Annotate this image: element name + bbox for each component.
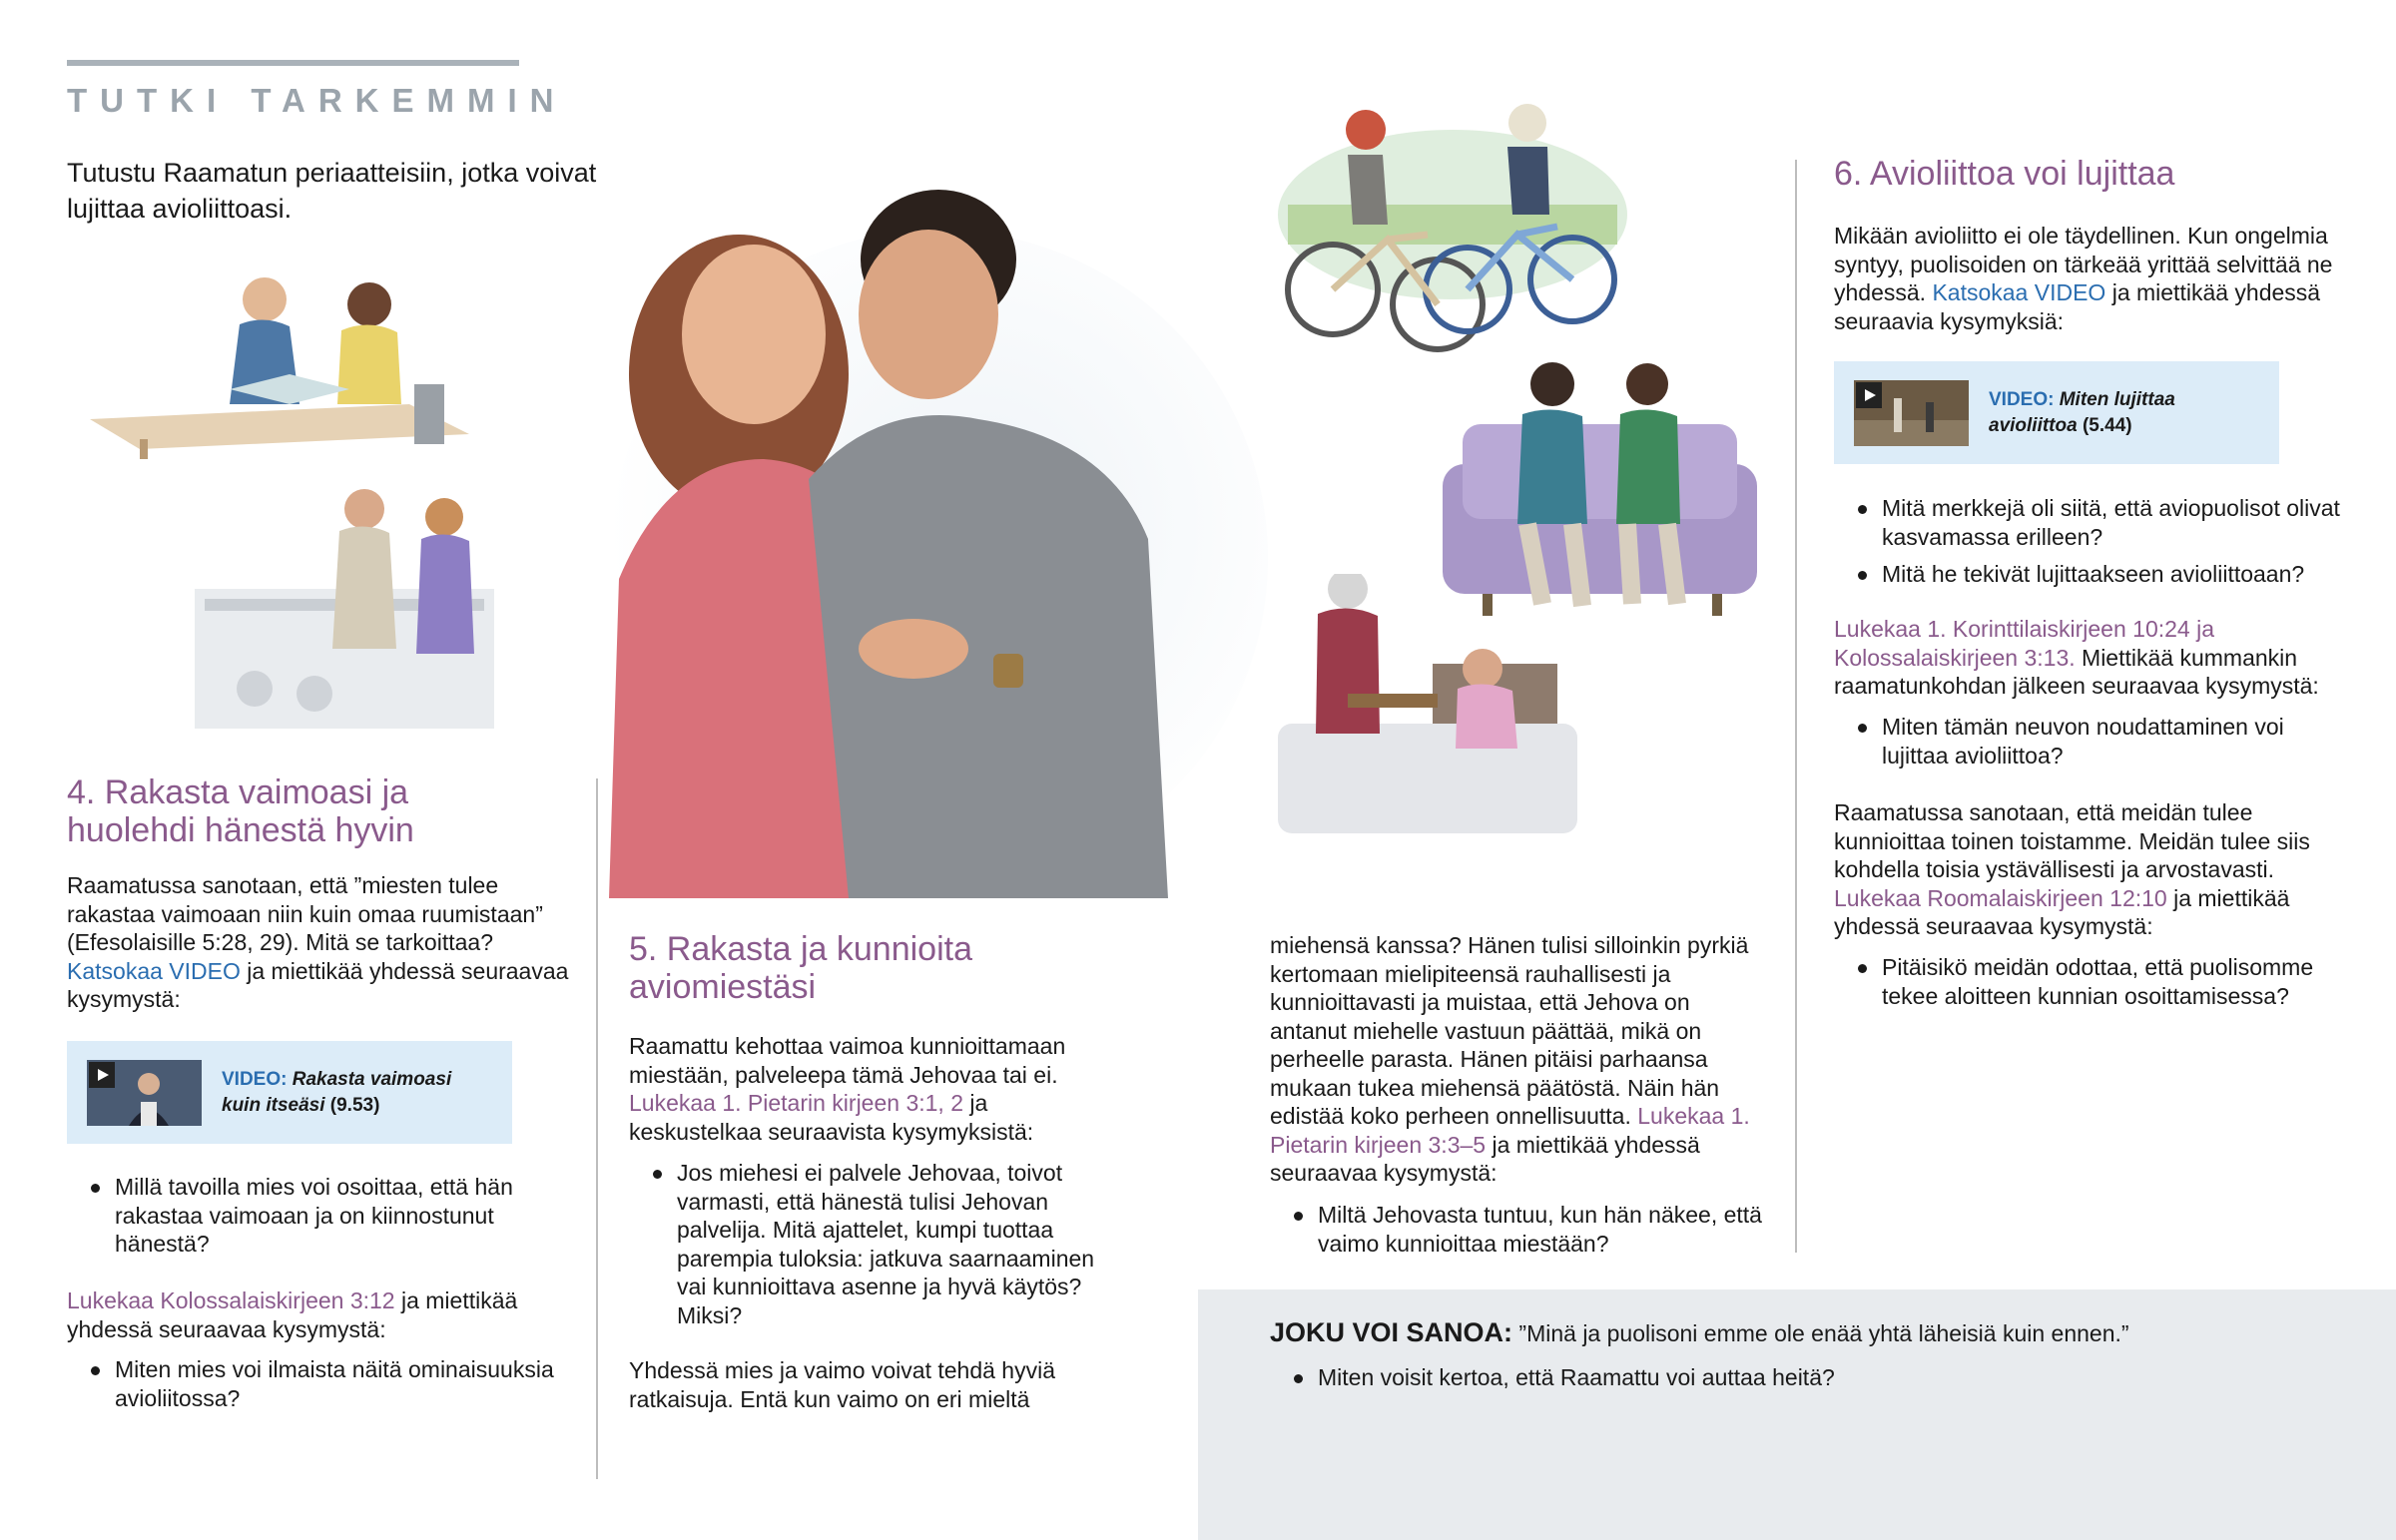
- section4-paragraph-1: [67, 871, 586, 1014]
- section6-p3-tail: ja miettikää yhdessä seuraavaa kysymystä:: [1834, 884, 2290, 939]
- illustration-couple-washing-dishes: [175, 469, 534, 729]
- list-item: Mitä merkkejä oli siitä, että aviopuolisot olivat kasvamassa erilleen?: [1834, 494, 2343, 551]
- video-thumbnail[interactable]: [1854, 380, 1969, 446]
- section6-bullets-1: [1834, 494, 2343, 589]
- section6-watch-video-link[interactable]: Katsokaa VIDEO: [1932, 279, 2106, 305]
- video-title: Miten lujittaa avioliittoa: [1989, 388, 2175, 436]
- section4-video-card[interactable]: [67, 1041, 512, 1144]
- section6-bullets-3: [1834, 953, 2343, 1010]
- section5-p3-text: miehensä kanssa? Hänen tulisi silloinkin pyrkiä kertomaan mielipiteensä rauhallisesti ja kunnioittavasti ja muistaa, että Jehova on antanut miehelle vastuun päättää, mikä on perheelle parasta. Hänen pitäisi parhaansa mukaan tukea miehensä päätöstä. Näin hän edistää koko perheen onnellisuutta.: [1270, 932, 1749, 1129]
- section5-p3-tail: ja miettikää yhdessä seuraavaa kysymystä:: [1270, 1131, 1700, 1186]
- list-item: Pitäisikö meidän odottaa, että puolisomme tekee aloitteen kunnian osoittamisessa?: [1834, 953, 2343, 1010]
- section6-p1-text: Mikään avioliitto ei ole täydellinen. Kun ongelmia syntyy, puolisoiden on tärkeää yrittää selvittää ne yhdessä.: [1834, 223, 2333, 305]
- callout-statement: [1270, 1317, 2368, 1348]
- section6-video-caption: [1989, 387, 2238, 439]
- section4-watch-video-link[interactable]: Katsokaa VIDEO: [67, 957, 241, 984]
- section5-paragraph-2: Yhdessä mies ja vaimo voivat tehdä hyviä ratkaisuja. Entä kun vaimo on eri mieltä: [629, 1357, 1055, 1412]
- list-item: Miten voisit kertoa, että Raamattu voi auttaa heitä?: [1270, 1363, 2268, 1392]
- column-divider-2: [1795, 160, 1797, 1253]
- section6-p3-text: Raamatussa sanotaan, että meidän tulee kunnioittaa toinen toistamme. Meidän tulee siis kohdella toisia ystävällisesti ja arvostavasti.: [1834, 799, 2310, 882]
- video-thumbnail[interactable]: [87, 1060, 202, 1126]
- section6-scripture-link-2[interactable]: Lukekaa Roomalaiskirjeen 12:10: [1834, 884, 2167, 911]
- list-item: Millä tavoilla mies voi osoittaa, että hän rakastaa vaimoaan ja on kiinnostunut hänestä?: [67, 1173, 586, 1259]
- video-label: VIDEO:: [1989, 388, 2055, 410]
- section6-paragraph-3: [1834, 798, 2363, 941]
- play-icon[interactable]: [1856, 382, 1882, 408]
- section4-p1-text: Raamatussa sanotaan, että ”miesten tulee rakastaa vaimoaan niin kuin omaa ruumistaan” (Efesolaisille 5:28, 29). Mitä se tarkoittaa?: [67, 872, 543, 955]
- section6-p2-tail: Miettikää kummankin raamatunkohdan jälkeen seuraavaa kysymystä:: [1834, 644, 2319, 699]
- list-item: Miten tämän neuvon noudattaminen voi lujittaa avioliittoa?: [1834, 713, 2343, 770]
- section6-paragraph-2: [1834, 615, 2343, 701]
- section4-bullets-1: [67, 1173, 586, 1259]
- illustration-couple-embracing: [549, 160, 1268, 898]
- callout-bullets: [1270, 1363, 2268, 1392]
- video-duration: (9.53): [329, 1094, 380, 1116]
- section4-bullets-2: [67, 1355, 586, 1412]
- section-heading: TUTKI TARKEMMIN: [67, 82, 567, 119]
- section6-video-card[interactable]: [1834, 361, 2279, 464]
- section4-paragraph-2: [67, 1286, 586, 1343]
- illustration-couple-studying: [80, 255, 479, 459]
- section4-p2-tail: ja miettikää yhdessä seuraavaa kysymystä:: [67, 1287, 518, 1342]
- section5-paragraph-1: [629, 1032, 1108, 1146]
- list-item: Mitä he tekivät lujittaakseen avioliittoaan?: [1834, 560, 2343, 589]
- section5-title: 5. Rakasta ja kunnioita aviomiestäsi: [629, 930, 972, 1006]
- section4-scripture-link[interactable]: Lukekaa Kolossalaiskirjeen 3:12: [67, 1287, 395, 1313]
- section4-p1-tail: ja miettikää yhdessä seuraavaa kysymystä:: [67, 957, 569, 1012]
- list-item: Miltä Jehovasta tuntuu, kun hän näkee, että vaimo kunnioittaa miestään?: [1270, 1201, 1769, 1258]
- section4-video-caption: [222, 1067, 491, 1119]
- callout-quote: ”Minä ja puolisoni emme ole enää yhtä läheisiä kuin ennen.”: [1518, 1320, 2129, 1346]
- play-icon[interactable]: [89, 1062, 115, 1088]
- intro-text: Tutustu Raamatun periaatteisiin, jotka voivat lujittaa avioliittoasi.: [67, 158, 597, 224]
- illustration-husband-caring-wife: [1268, 574, 1607, 838]
- video-duration: (5.44): [2082, 414, 2132, 436]
- section6-paragraph-1: [1834, 222, 2343, 335]
- video-title: Rakasta vaimoasi kuin itseäsi: [222, 1068, 452, 1116]
- illustration-couple-cycling: [1268, 95, 1637, 364]
- list-item: Jos miehesi ei palvele Jehovaa, toivot varmasti, että hänestä tulisi Jehovan palvelija. Mitä ajattelet, kumpi tuottaa parempia tuloksia: jatkuva saarnaaminen vai kunnioittava asenne ja hyvä käytös? Miksi?: [629, 1159, 1128, 1329]
- section6-scripture-link-1[interactable]: Lukekaa 1. Korinttilaiskirjeen 10:24 ja Kolossalaiskirjeen 3:13.: [1834, 616, 2215, 671]
- section5-paragraph-3: [1270, 931, 1759, 1188]
- section5-scripture-link-1[interactable]: Lukekaa 1. Pietarin kirjeen 3:1, 2: [629, 1090, 963, 1116]
- section6-title: 6. Avioliittoa voi lujittaa: [1834, 155, 2175, 193]
- section5-p1-tail: ja keskustelkaa seuraavista kysymyksistä:: [629, 1090, 1034, 1145]
- section5-scripture-link-2[interactable]: Lukekaa 1. Pietarin kirjeen 3:3–5: [1270, 1103, 1750, 1158]
- section4-title: 4. Rakasta vaimoasi ja huolehdi hänestä hyvin: [67, 773, 414, 849]
- header-rule: [67, 60, 519, 66]
- section6-p1-tail: ja miettikää yhdessä seuraavia kysymyksiä:: [1834, 279, 2321, 334]
- section5-bullets-1: [629, 1159, 1128, 1329]
- column-divider-1: [596, 778, 598, 1479]
- callout-label: JOKU VOI SANOA:: [1270, 1317, 1513, 1347]
- section6-bullets-2: [1834, 713, 2343, 770]
- section5-bullets-2: [1270, 1201, 1769, 1258]
- section5-p1-text: Raamattu kehottaa vaimoa kunnioittamaan miestään, palveleepa tämä Jehovaa tai ei.: [629, 1033, 1066, 1088]
- list-item: Miten mies voi ilmaista näitä ominaisuuksia avioliitossa?: [67, 1355, 586, 1412]
- video-label: VIDEO:: [222, 1068, 288, 1090]
